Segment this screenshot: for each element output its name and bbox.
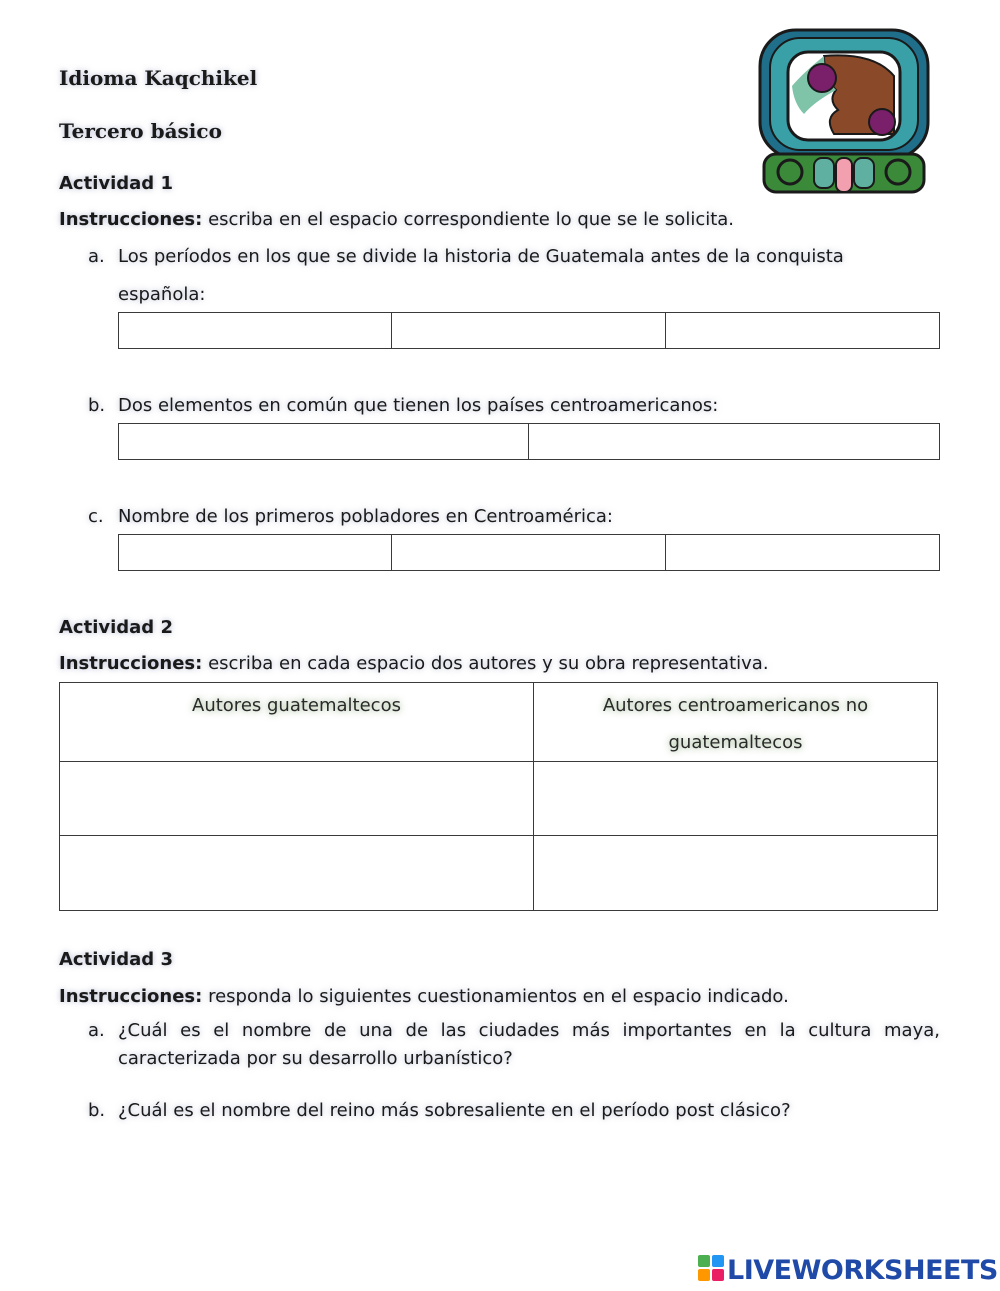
authors-cell-r2-c1[interactable] — [60, 836, 534, 911]
answer-field-c-3[interactable] — [665, 534, 940, 571]
authors-header-guatemalan — [60, 683, 534, 762]
answer-field-a-3[interactable] — [665, 312, 940, 349]
activity3-item-b — [88, 1099, 791, 1123]
activity3-instr-text: responda lo siguientes cuestionamientos en el espacio indicado. — [202, 986, 789, 1007]
activity1-item-b — [88, 394, 718, 418]
grade-title: Tercero básico — [59, 119, 222, 143]
maya-glyph-icon — [754, 26, 934, 198]
activity2-title: Actividad 2 — [59, 617, 173, 638]
subject-title: Idioma Kaqchikel — [59, 66, 258, 90]
item-text: ¿Cuál es el nombre de una de las ciudades más importantes en la cultura maya, caracterizada por su desarrollo urbanístico? — [118, 1020, 940, 1069]
authors-cell-r2-c2[interactable] — [534, 836, 938, 911]
col-header: Autores centroamericanos no guatemaltecos — [602, 695, 869, 753]
activity2-instructions — [59, 652, 769, 676]
item-marker: b. — [88, 1100, 106, 1121]
item-marker: b. — [88, 395, 106, 416]
item-text: Dos elementos en común que tienen los países centroamericanos: — [118, 395, 719, 416]
activity3-title: Actividad 3 — [59, 949, 173, 970]
item-marker: c. — [88, 506, 104, 527]
activity1-item-a-cont: española: — [118, 284, 206, 305]
authors-table — [59, 682, 938, 911]
activity3-instr-label: Instrucciones: — [59, 986, 203, 1007]
brand-text: LIVEWORKSHEETS — [727, 1254, 998, 1286]
answer-field-c-2[interactable] — [391, 534, 666, 571]
authors-cell-r1-c2[interactable] — [534, 762, 938, 836]
activity1-instructions — [59, 208, 734, 232]
answer-field-c-1[interactable] — [118, 534, 392, 571]
item-marker: a. — [88, 1020, 105, 1041]
answer-field-a-2[interactable] — [391, 312, 666, 349]
authors-cell-r1-c1[interactable] — [60, 762, 534, 836]
activity1-instr-text: escriba en el espacio correspondiente lo que se le solicita. — [202, 209, 735, 230]
col-header: Autores guatemaltecos — [192, 695, 401, 716]
item-text: Los períodos en los que se divide la historia de Guatemala antes de la conquista — [118, 246, 844, 267]
answer-field-b-1[interactable] — [118, 423, 529, 460]
liveworksheets-logo-icon — [698, 1255, 724, 1285]
activity3-item-a — [88, 1017, 940, 1073]
liveworksheets-brand — [698, 1254, 998, 1286]
item-text: ¿Cuál es el nombre del reino más sobresaliente en el período post clásico? — [118, 1100, 791, 1121]
activity1-item-a — [88, 245, 844, 269]
answer-field-b-2[interactable] — [528, 423, 940, 460]
activity2-instr-text: escriba en cada espacio dos autores y su obra representativa. — [202, 653, 769, 674]
activity1-title: Actividad 1 — [59, 173, 173, 194]
item-marker: a. — [88, 246, 105, 267]
activity3-instructions — [59, 985, 789, 1009]
activity1-instr-label: Instrucciones: — [59, 209, 203, 230]
activity1-item-c — [88, 505, 613, 529]
activity2-instr-label: Instrucciones: — [59, 653, 203, 674]
authors-header-central-american — [534, 683, 938, 762]
answer-field-a-1[interactable] — [118, 312, 392, 349]
item-text: Nombre de los primeros pobladores en Centroamérica: — [118, 506, 613, 527]
